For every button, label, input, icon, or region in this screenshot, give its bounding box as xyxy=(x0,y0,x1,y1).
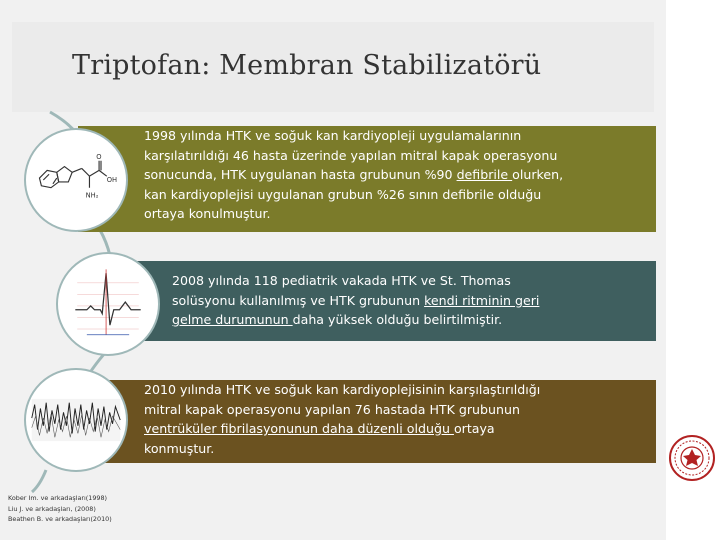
tryptophan-molecule-icon xyxy=(24,128,128,232)
info-panel-2010 xyxy=(78,380,656,463)
panel-segment: daha yüksek olduğu belirtilmiştir. xyxy=(292,312,503,328)
reference-1998: Kober Im. ve arkadaşları(1998) xyxy=(8,494,108,502)
panel-text-2008 xyxy=(172,271,648,330)
info-panel-1998 xyxy=(78,126,656,232)
university-seal-icon xyxy=(668,434,716,482)
references xyxy=(8,493,112,525)
oxygen-label: O xyxy=(96,152,102,161)
panel-text-1998 xyxy=(144,126,650,224)
panel-text-2010 xyxy=(144,380,648,458)
info-panel-2008 xyxy=(110,261,656,341)
reference-2008: Liu J. ve arkadaşları, (2008) xyxy=(8,504,96,513)
panel-segment: ventrüküler fibrilasyonunun daha düzenli olduğu xyxy=(144,421,454,437)
slide-title: Triptofan: Membran Stabilizatörü xyxy=(72,50,542,81)
panel-segment: ortaya konmuştur. xyxy=(144,421,495,456)
panel-segment: kendi ritminin geri gelme durumunun xyxy=(172,292,540,328)
reference-2010: Beathen B. ve arkadaşları(2010) xyxy=(8,515,112,523)
panel-segment: defibrile xyxy=(456,167,513,183)
panel-segment: olurken, kan kardiyoplejisi uygulanan grubun %26 sının defibrile olduğu ortaya konulmuştur. xyxy=(144,167,564,222)
fibrillation-strip-icon xyxy=(24,368,128,472)
panel-segment: 2008 yılında 118 pediatrik vakada HTK ve St. Thomas solüsyonu kullanılmış ve HTK grubunun xyxy=(172,273,511,308)
ecg-waveform-icon xyxy=(56,252,160,356)
panel-segment: 1998 yılında HTK ve soğuk kan kardiyopleji uygulamalarının karşılatırıldığı 46 hasta üzerinde yapılan mitral kapak operasyonu sonucunda, HTK uygulanan hasta grubunun %90 xyxy=(144,128,558,183)
panel-segment: 2010 yılında HTK ve soğuk kan kardiyoplejisinin karşılaştırıldığı mitral kapak operasyonu yapılan 76 hastada HTK grubunun xyxy=(144,382,541,417)
amine-label: NH₂ xyxy=(85,191,99,200)
hydroxyl-label: OH xyxy=(106,175,118,184)
